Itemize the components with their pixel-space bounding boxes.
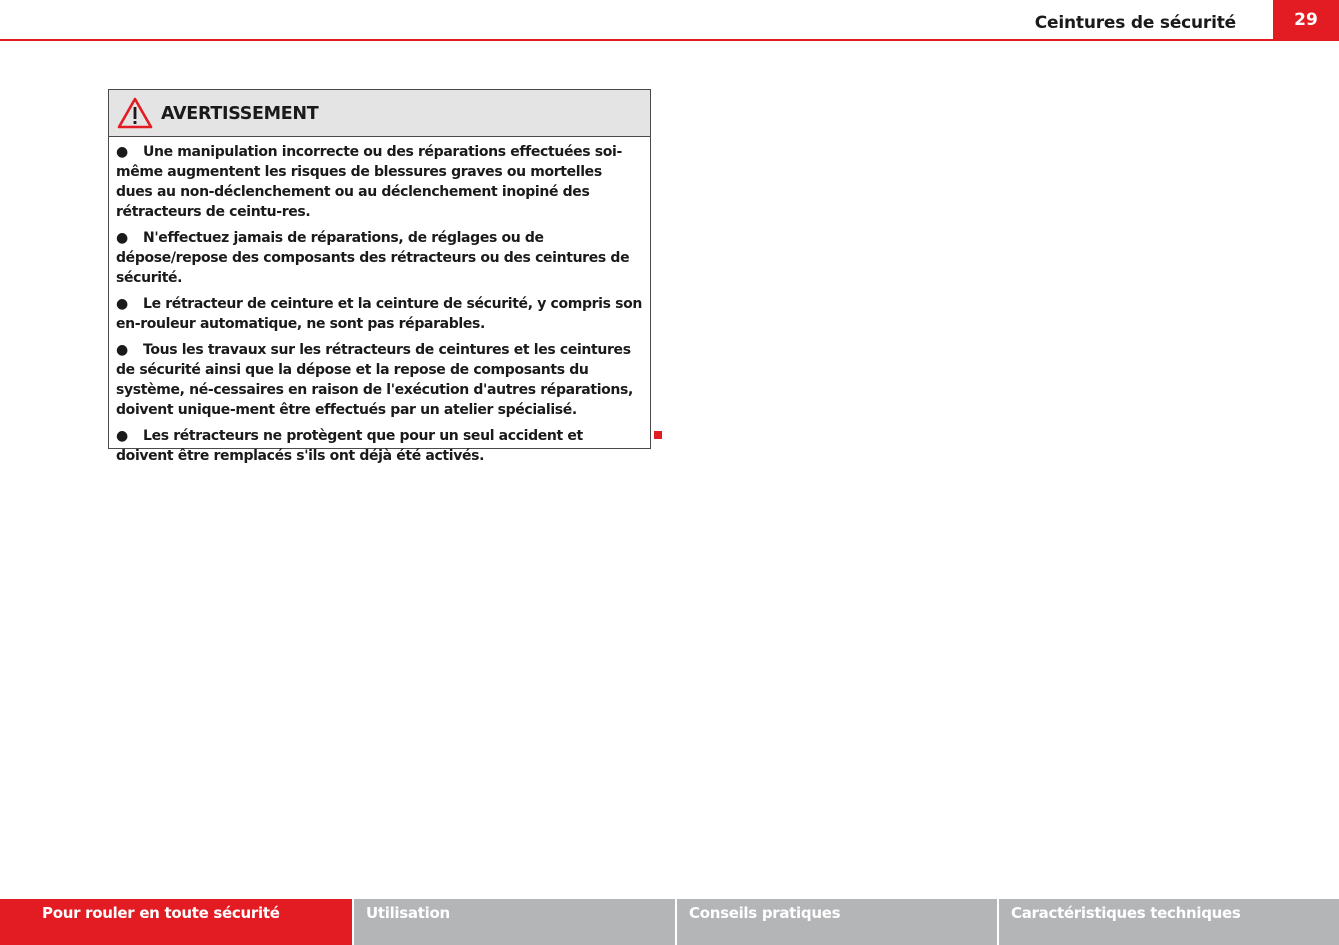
warning-item-text: Une manipulation incorrecte ou des réparations effectuées soi-même augmentent les risques de blessures graves ou mortelles dues au non-déclenchement ou au déclenchement inopiné des rétracteurs de ceintu-res. [116,144,622,220]
section-end-square-icon [654,431,662,439]
bullet-icon: ● [116,230,128,246]
page-number: 29 [1273,0,1339,41]
warning-item [116,426,642,466]
warning-item [116,142,642,222]
warning-item-text: Tous les travaux sur les rétracteurs de ceintures et les ceintures de sécurité ainsi que la dépose et la repose de composants du système, né-cessaires en raison de l'exécution d'autres réparations, doivent unique-ment être effectués par un atelier spécialisé. [116,342,633,418]
section-title: Ceintures de sécurité [1034,13,1236,33]
bullet-icon: ● [116,296,128,312]
warning-item-text: Le rétracteur de ceinture et la ceinture de sécurité, y compris son en-rouleur automatique, ne sont pas réparables. [116,296,642,332]
bullet-icon: ● [116,428,128,444]
warning-item-text: N'effectuez jamais de réparations, de réglages ou de dépose/repose des composants des rétracteurs ou des ceintures de sécurité. [116,230,630,286]
tab-pour-rouler-en-toute-securite[interactable]: Pour rouler en toute sécurité [0,899,352,945]
warning-triangle-icon [117,97,153,129]
bullet-icon: ● [116,342,128,358]
tab-utilisation[interactable]: Utilisation [354,899,675,945]
warning-item [116,228,642,288]
tab-caracteristiques-techniques[interactable]: Caractéristiques techniques [999,899,1339,945]
header-rule [0,39,1339,41]
tab-conseils-pratiques[interactable]: Conseils pratiques [677,899,997,945]
warning-item [116,340,642,420]
warning-item [116,294,642,334]
warning-item-text: Les rétracteurs ne protègent que pour un seul accident et doivent être remplacés s'ils ont déjà été activés. [116,428,583,464]
footer-nav [0,899,1339,945]
bullet-icon: ● [116,144,128,160]
warning-list [109,137,650,466]
warning-title: AVERTISSEMENT [161,104,319,124]
warning-box [108,89,651,464]
warning-header [109,90,650,137]
